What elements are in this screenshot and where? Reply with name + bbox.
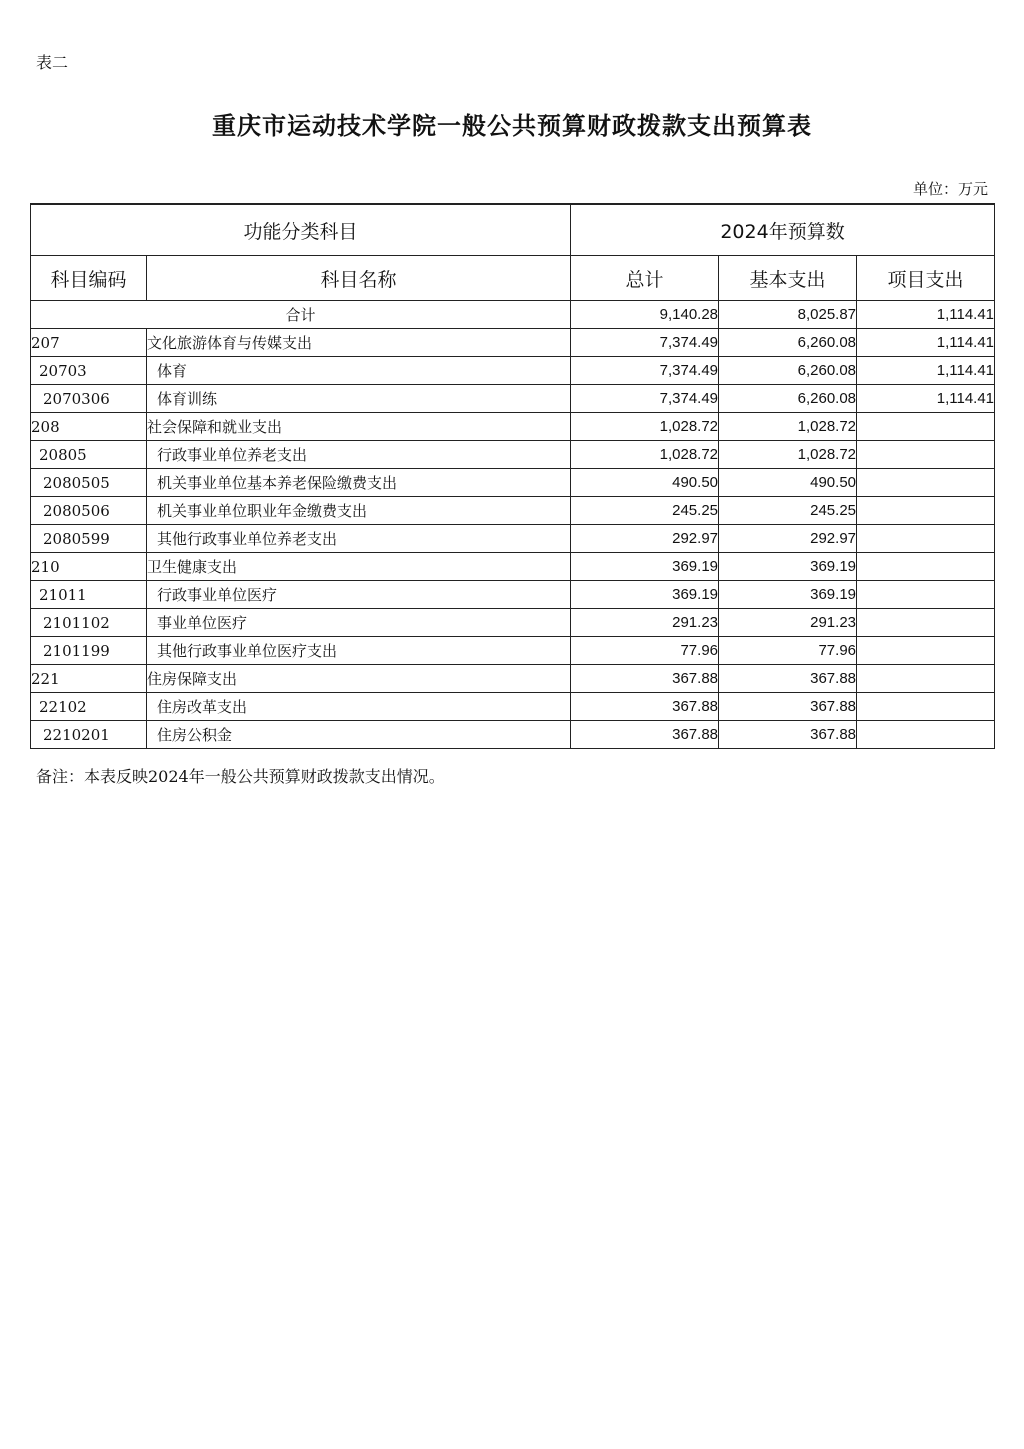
unit-label: 单位：万元 xyxy=(912,180,988,198)
row-name: 体育训练 xyxy=(147,385,571,413)
budget-table xyxy=(30,203,995,749)
table-row xyxy=(31,693,995,721)
row-code: 22102 xyxy=(31,693,147,721)
row-name: 机关事业单位职业年金缴费支出 xyxy=(147,497,571,525)
row-project xyxy=(857,441,995,469)
table-row xyxy=(31,497,995,525)
total-row xyxy=(31,301,995,329)
table-row xyxy=(31,553,995,581)
row-total: 369.19 xyxy=(571,581,719,609)
row-project xyxy=(857,637,995,665)
row-name: 体育 xyxy=(147,357,571,385)
header-budget-group: 2024年预算数 xyxy=(571,204,995,256)
row-basic: 245.25 xyxy=(719,497,857,525)
table-row xyxy=(31,385,995,413)
table-row xyxy=(31,581,995,609)
header-basic: 基本支出 xyxy=(719,256,857,301)
row-basic: 1,028.72 xyxy=(719,413,857,441)
row-name: 机关事业单位基本养老保险缴费支出 xyxy=(147,469,571,497)
row-total: 367.88 xyxy=(571,665,719,693)
row-name: 社会保障和就业支出 xyxy=(147,413,571,441)
header-total: 总计 xyxy=(571,256,719,301)
row-project xyxy=(857,721,995,749)
total-label: 合计 xyxy=(31,301,571,329)
row-total: 7,374.49 xyxy=(571,329,719,357)
row-total: 369.19 xyxy=(571,553,719,581)
row-name: 卫生健康支出 xyxy=(147,553,571,581)
row-name: 住房公积金 xyxy=(147,721,571,749)
row-basic: 1,028.72 xyxy=(719,441,857,469)
row-total: 367.88 xyxy=(571,693,719,721)
table-row xyxy=(31,357,995,385)
row-basic: 291.23 xyxy=(719,609,857,637)
row-name: 行政事业单位养老支出 xyxy=(147,441,571,469)
row-code: 2080599 xyxy=(31,525,147,553)
row-total: 490.50 xyxy=(571,469,719,497)
row-basic: 367.88 xyxy=(719,665,857,693)
table-row xyxy=(31,441,995,469)
row-basic: 490.50 xyxy=(719,469,857,497)
table-row xyxy=(31,721,995,749)
row-project xyxy=(857,581,995,609)
row-code: 2101199 xyxy=(31,637,147,665)
row-project xyxy=(857,609,995,637)
row-project xyxy=(857,413,995,441)
row-basic: 6,260.08 xyxy=(719,329,857,357)
total-basic: 8,025.87 xyxy=(719,301,857,329)
table-row xyxy=(31,665,995,693)
row-name: 行政事业单位医疗 xyxy=(147,581,571,609)
row-total: 245.25 xyxy=(571,497,719,525)
row-project xyxy=(857,525,995,553)
row-name: 文化旅游体育与传媒支出 xyxy=(147,329,571,357)
row-code: 207 xyxy=(31,329,147,357)
header-name: 科目名称 xyxy=(147,256,571,301)
row-code: 2080506 xyxy=(31,497,147,525)
row-project: 1,114.41 xyxy=(857,385,995,413)
row-basic: 6,260.08 xyxy=(719,357,857,385)
row-project xyxy=(857,553,995,581)
table-row xyxy=(31,637,995,665)
footnote: 备注：本表反映2024年一般公共预算财政拨款支出情况。 xyxy=(36,767,445,786)
row-code: 20703 xyxy=(31,357,147,385)
header-project: 项目支出 xyxy=(857,256,995,301)
row-code: 2101102 xyxy=(31,609,147,637)
page-title: 重庆市运动技术学院一般公共预算财政拨款支出预算表 xyxy=(212,111,812,140)
row-total: 291.23 xyxy=(571,609,719,637)
total-project: 1,114.41 xyxy=(857,301,995,329)
table-row xyxy=(31,469,995,497)
row-basic: 77.96 xyxy=(719,637,857,665)
row-total: 7,374.49 xyxy=(571,357,719,385)
row-code: 21011 xyxy=(31,581,147,609)
row-name: 住房改革支出 xyxy=(147,693,571,721)
row-code: 2210201 xyxy=(31,721,147,749)
header-functional-group: 功能分类科目 xyxy=(31,204,571,256)
table-row xyxy=(31,329,995,357)
row-code: 208 xyxy=(31,413,147,441)
row-project xyxy=(857,469,995,497)
row-total: 1,028.72 xyxy=(571,413,719,441)
row-project: 1,114.41 xyxy=(857,329,995,357)
header-code: 科目编码 xyxy=(31,256,147,301)
table-row xyxy=(31,413,995,441)
page-label: 表二 xyxy=(36,53,69,72)
row-basic: 367.88 xyxy=(719,693,857,721)
row-total: 292.97 xyxy=(571,525,719,553)
row-total: 1,028.72 xyxy=(571,441,719,469)
row-total: 7,374.49 xyxy=(571,385,719,413)
row-total: 77.96 xyxy=(571,637,719,665)
row-name: 事业单位医疗 xyxy=(147,609,571,637)
table-row xyxy=(31,525,995,553)
row-code: 221 xyxy=(31,665,147,693)
row-project xyxy=(857,497,995,525)
row-name: 住房保障支出 xyxy=(147,665,571,693)
row-code: 2070306 xyxy=(31,385,147,413)
row-name: 其他行政事业单位养老支出 xyxy=(147,525,571,553)
row-project: 1,114.41 xyxy=(857,357,995,385)
row-code: 210 xyxy=(31,553,147,581)
row-name: 其他行政事业单位医疗支出 xyxy=(147,637,571,665)
row-basic: 369.19 xyxy=(719,581,857,609)
row-code: 2080505 xyxy=(31,469,147,497)
row-project xyxy=(857,693,995,721)
total-total: 9,140.28 xyxy=(571,301,719,329)
row-basic: 292.97 xyxy=(719,525,857,553)
row-basic: 367.88 xyxy=(719,721,857,749)
row-project xyxy=(857,665,995,693)
row-total: 367.88 xyxy=(571,721,719,749)
table-row xyxy=(31,609,995,637)
row-code: 20805 xyxy=(31,441,147,469)
row-basic: 6,260.08 xyxy=(719,385,857,413)
row-basic: 369.19 xyxy=(719,553,857,581)
